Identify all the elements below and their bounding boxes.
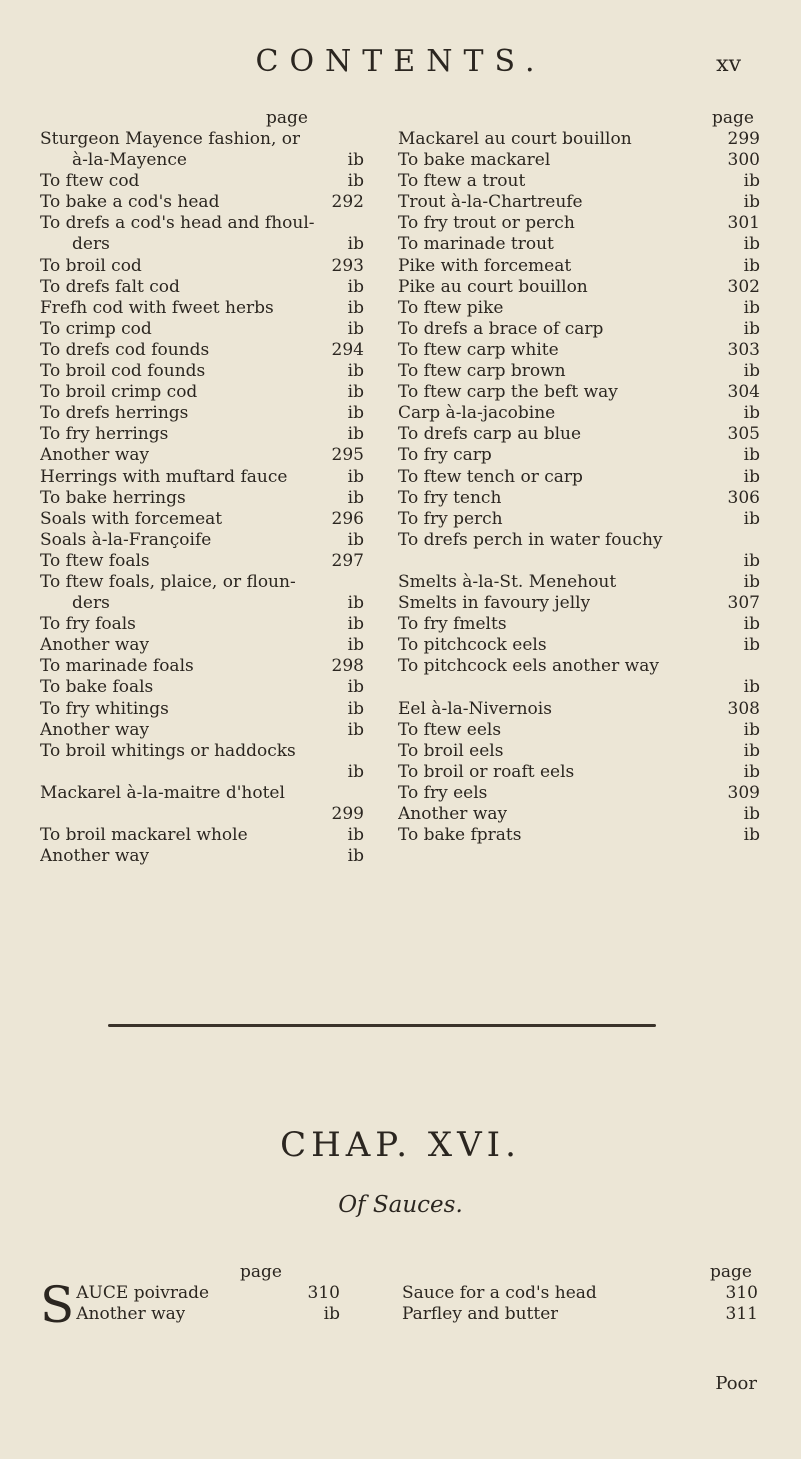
- running-title: CONTENTS.: [255, 44, 546, 79]
- contents-entry: [398, 551, 760, 572]
- entry-title: To ftew carp white: [398, 339, 559, 360]
- entry-title: Trout à-la-Chartreufe: [398, 192, 583, 213]
- entry-page: 308: [727, 698, 760, 719]
- contents-entry: [40, 656, 364, 677]
- entry-page: [320, 741, 364, 762]
- contents-entry: [40, 509, 364, 530]
- entry-page: ib: [347, 677, 364, 698]
- entry-title: To ftew eels: [398, 719, 502, 740]
- entry-page: ib: [347, 635, 364, 656]
- entry-title: Carp à-la-jacobine: [398, 403, 556, 424]
- left-page-label: page: [266, 108, 308, 128]
- contents-entry: [398, 467, 760, 488]
- entry-title: To ftew foals, plaice, or floun-: [40, 571, 296, 592]
- contents-entry: [40, 192, 364, 213]
- contents-entry: [40, 445, 364, 466]
- entry-title: To broil eels: [398, 740, 504, 761]
- entry-page: ib: [347, 234, 364, 255]
- entry-title: To broil cod: [40, 255, 142, 276]
- right-contents-column: [398, 108, 760, 846]
- left-entries: [40, 129, 364, 867]
- entry-page: ib: [347, 614, 364, 635]
- entry-title: To fry perch: [398, 508, 503, 529]
- entry-page: ib: [347, 761, 364, 782]
- entry-title: To fry whitings: [40, 698, 169, 719]
- entry-title: To ftew carp the beft way: [398, 382, 618, 403]
- entry-title: To pitchcock eels: [398, 635, 547, 656]
- entry-title: To broil mackarel whole: [40, 825, 248, 846]
- entry-page: 292: [331, 192, 364, 213]
- contents-entry: [398, 699, 760, 720]
- contents-entry: [398, 150, 760, 171]
- entry-title: To marinade foals: [40, 656, 194, 677]
- entry-title: Soals with forcemeat: [40, 508, 223, 529]
- contents-entry: [402, 1304, 758, 1325]
- entry-title: To ftew cod: [40, 171, 140, 192]
- entry-page: ib: [347, 698, 364, 719]
- contents-entry: [398, 825, 760, 846]
- entry-title: To drefs a brace of carp: [398, 318, 604, 339]
- contents-entry: [398, 424, 760, 445]
- contents-entry: [398, 192, 760, 213]
- entry-page: ib: [347, 276, 364, 297]
- entry-title: Sturgeon Mayence fashion, or: [40, 129, 301, 149]
- entry-title: To drefs falt cod: [40, 276, 180, 297]
- sauces-right-page-label: page: [710, 1262, 752, 1282]
- sauces-right-column: [402, 1262, 758, 1325]
- entry-title: To bake foals: [40, 677, 154, 698]
- entry-page: 301: [727, 213, 760, 234]
- entry-page: 296: [331, 508, 364, 529]
- entry-title: To fry herrings: [40, 424, 169, 445]
- entry-page: [320, 783, 364, 804]
- entry-page: [320, 213, 364, 234]
- entry-title: Eel à-la-Nivernois: [398, 698, 552, 719]
- contents-entry: [40, 129, 364, 150]
- entry-title: à-la-Mayence: [72, 150, 187, 171]
- entry-page: 295: [331, 445, 364, 466]
- entry-title: To fry trout or perch: [398, 213, 575, 234]
- contents-entry: [398, 382, 760, 403]
- entry-page: ib: [743, 297, 760, 318]
- contents-entry: [40, 403, 364, 424]
- contents-entry: [398, 361, 760, 382]
- contents-entry: [40, 319, 364, 340]
- contents-entry: [40, 762, 364, 783]
- contents-entry: [40, 234, 364, 255]
- entry-page: 303: [727, 339, 760, 360]
- entry-title: To broil crimp cod: [40, 382, 198, 403]
- entry-title: Another way: [40, 719, 150, 740]
- contents-entry: [40, 572, 364, 593]
- contents-entry: [398, 340, 760, 361]
- contents-entry: [398, 129, 760, 150]
- contents-entry: [398, 656, 760, 677]
- contents-entry: [40, 382, 364, 403]
- contents-entry: [40, 720, 364, 741]
- entry-title: To ftew tench or carp: [398, 466, 583, 487]
- entry-title: Another way: [40, 445, 150, 466]
- entry-page: [716, 656, 760, 677]
- contents-entry: [398, 298, 760, 319]
- entry-page: ib: [743, 825, 760, 846]
- drop-cap: S: [40, 1276, 75, 1334]
- entry-title: Frefh cod with fweet herbs: [40, 297, 274, 318]
- entry-title: Pike au court bouillon: [398, 276, 588, 297]
- sauces-right-entries: [402, 1283, 758, 1325]
- entry-title: AUCE poivrade: [76, 1283, 210, 1303]
- entry-title: To bake mackarel: [398, 150, 551, 171]
- contents-entry: [40, 488, 364, 509]
- entry-page: 311: [725, 1304, 758, 1324]
- contents-entry: [40, 846, 364, 867]
- entry-page: 310: [725, 1283, 758, 1303]
- entry-page: 294: [331, 339, 364, 360]
- contents-entry: [398, 445, 760, 466]
- entry-title: Parfley and butter: [402, 1304, 559, 1324]
- sauces-left-entries: [40, 1276, 340, 1334]
- sauces-left-column: [40, 1262, 340, 1334]
- contents-entry: [40, 635, 364, 656]
- entry-page: ib: [743, 192, 760, 213]
- entry-title: To drefs a cod's head and fhoul-: [40, 213, 315, 234]
- entry-page: 299: [331, 804, 364, 824]
- entry-title: To fry tench: [398, 487, 502, 508]
- entry-page: ib: [743, 508, 760, 529]
- entry-title: ders: [72, 593, 110, 614]
- contents-entry: [40, 424, 364, 445]
- contents-entry: [398, 614, 760, 635]
- page-header: [0, 44, 801, 84]
- contents-entry: [398, 741, 760, 762]
- contents-entry: [40, 256, 364, 277]
- entry-page: [320, 129, 364, 150]
- entry-page: 304: [727, 382, 760, 403]
- entry-title: To fry carp: [398, 445, 492, 466]
- entry-page: 305: [727, 424, 760, 445]
- contents-entry: [76, 1283, 340, 1304]
- entry-page: ib: [743, 171, 760, 192]
- entry-page: 309: [727, 782, 760, 803]
- entry-title: To ftew pike: [398, 297, 504, 318]
- entry-page: ib: [347, 403, 364, 424]
- right-entries: [398, 129, 760, 846]
- page-folio: xv: [716, 52, 741, 77]
- contents-entry: [398, 530, 760, 551]
- entry-title: To broil whitings or haddocks: [40, 740, 296, 761]
- entry-page: ib: [743, 445, 760, 466]
- entry-page: [320, 572, 364, 593]
- contents-entry: [398, 488, 760, 509]
- entry-title: Soals à-la-Françoife: [40, 529, 212, 550]
- contents-entry: [398, 635, 760, 656]
- contents-entry: [40, 298, 364, 319]
- entry-title: Another way: [40, 846, 150, 867]
- contents-entry: [398, 677, 760, 698]
- entry-page: ib: [743, 361, 760, 382]
- entry-title: To drefs perch in water fouchy: [398, 529, 663, 550]
- entry-page: ib: [347, 150, 364, 171]
- entry-title: Herrings with muftard fauce: [40, 466, 288, 487]
- contents-entry: [398, 762, 760, 783]
- entry-page: 307: [727, 593, 760, 614]
- entry-page: ib: [743, 466, 760, 487]
- entry-page: ib: [743, 403, 760, 424]
- entry-page: ib: [347, 719, 364, 740]
- contents-entry: [40, 171, 364, 192]
- entry-title: Another way: [398, 804, 508, 824]
- contents-entry: [40, 804, 364, 825]
- contents-entry: [398, 277, 760, 298]
- entry-page: ib: [323, 1304, 340, 1324]
- contents-entry: [40, 741, 364, 762]
- contents-entry: [398, 572, 760, 593]
- entry-page: ib: [347, 382, 364, 403]
- contents-entry: [402, 1283, 758, 1304]
- entry-title: To pitchcock eels another way: [398, 656, 659, 677]
- entry-page: 300: [727, 150, 760, 171]
- entry-page: ib: [347, 593, 364, 614]
- entry-page: 299: [727, 129, 760, 149]
- contents-entry: [398, 319, 760, 340]
- entry-page: ib: [743, 571, 760, 592]
- entry-title: Mackarel à-la-maitre d'hotel: [40, 782, 285, 803]
- entry-page: ib: [347, 825, 364, 846]
- entry-page: ib: [347, 529, 364, 550]
- entry-page: 310: [307, 1283, 340, 1303]
- entry-page: ib: [743, 234, 760, 255]
- left-contents-column: [40, 108, 364, 867]
- entry-page: ib: [347, 846, 364, 867]
- contents-entry: [398, 171, 760, 192]
- contents-entry: [40, 677, 364, 698]
- entry-page: ib: [347, 424, 364, 445]
- catchword: Poor: [715, 1373, 757, 1394]
- contents-entry: [398, 256, 760, 277]
- entry-title: To crimp cod: [40, 318, 152, 339]
- entry-page: ib: [743, 318, 760, 339]
- entry-title: Mackarel au court bouillon: [398, 129, 632, 149]
- contents-entry: [40, 150, 364, 171]
- sauces-left-page-label: page: [240, 1262, 282, 1282]
- entry-page: ib: [743, 614, 760, 635]
- contents-entry: [40, 277, 364, 298]
- contents-entry: [40, 783, 364, 804]
- entry-page: ib: [743, 255, 760, 276]
- contents-entry: [398, 403, 760, 424]
- entry-page: ib: [743, 719, 760, 740]
- entry-title: To fry foals: [40, 614, 136, 635]
- contents-entry: [398, 783, 760, 804]
- entry-title: Smelts in favoury jelly: [398, 593, 591, 614]
- contents-entry: [40, 551, 364, 572]
- contents-entry: [398, 234, 760, 255]
- entry-title: To fry eels: [398, 782, 488, 803]
- contents-entry: [398, 213, 760, 234]
- contents-entry: [40, 825, 364, 846]
- contents-entry: [40, 213, 364, 234]
- entry-title: Another way: [40, 635, 150, 656]
- entry-title: To ftew a trout: [398, 171, 526, 192]
- contents-entry: [398, 720, 760, 741]
- contents-entry: [76, 1304, 340, 1325]
- entry-page: ib: [347, 318, 364, 339]
- contents-entry: [40, 530, 364, 551]
- entry-page: ib: [743, 761, 760, 782]
- entry-title: To ftew foals: [40, 550, 150, 571]
- right-page-label: page: [712, 108, 754, 128]
- contents-entry: [398, 804, 760, 825]
- entry-title: To drefs herrings: [40, 403, 189, 424]
- chapter-subtitle: Of Sauces.: [338, 1192, 463, 1218]
- entry-page: ib: [743, 635, 760, 656]
- entry-title: Pike with forcemeat: [398, 255, 572, 276]
- entry-title: To drefs cod founds: [40, 339, 210, 360]
- entry-page: ib: [347, 487, 364, 508]
- entry-title: ders: [72, 234, 110, 255]
- entry-page: 302: [727, 276, 760, 297]
- contents-entry: [398, 593, 760, 614]
- entry-page: 298: [331, 656, 364, 677]
- contents-entry: [40, 467, 364, 488]
- section-divider: [108, 1024, 656, 1027]
- contents-entry: [398, 509, 760, 530]
- entry-page: ib: [743, 740, 760, 761]
- entry-title: Another way: [76, 1304, 186, 1324]
- entry-page: 293: [331, 255, 364, 276]
- entry-title: To ftew carp brown: [398, 361, 566, 382]
- contents-entry: [40, 614, 364, 635]
- entry-page: ib: [743, 804, 760, 824]
- entry-page: ib: [347, 171, 364, 192]
- entry-title: To bake a cod's head: [40, 192, 220, 213]
- entry-title: To fry fmelts: [398, 614, 507, 635]
- entry-title: To bake herrings: [40, 487, 186, 508]
- chapter-heading: CHAP. XVI.: [280, 1125, 521, 1165]
- contents-entry: [40, 340, 364, 361]
- entry-page: ib: [743, 550, 760, 571]
- entry-title: To broil or roaft eels: [398, 761, 575, 782]
- entry-page: ib: [347, 297, 364, 318]
- entry-title: Sauce for a cod's head: [402, 1283, 597, 1303]
- contents-entry: [40, 593, 364, 614]
- contents-entry: [40, 699, 364, 720]
- entry-page: ib: [743, 677, 760, 698]
- entry-title: Smelts à-la-St. Menehout: [398, 571, 617, 592]
- entry-title: To marinade trout: [398, 234, 554, 255]
- entry-page: [716, 530, 760, 551]
- entry-title: To broil cod founds: [40, 361, 206, 382]
- entry-title: To drefs carp au blue: [398, 424, 582, 445]
- entry-page: ib: [347, 466, 364, 487]
- entry-title: To bake fprats: [398, 825, 522, 846]
- entry-page: ib: [347, 361, 364, 382]
- contents-entry: [40, 361, 364, 382]
- entry-page: 297: [331, 550, 364, 571]
- entry-page: 306: [727, 487, 760, 508]
